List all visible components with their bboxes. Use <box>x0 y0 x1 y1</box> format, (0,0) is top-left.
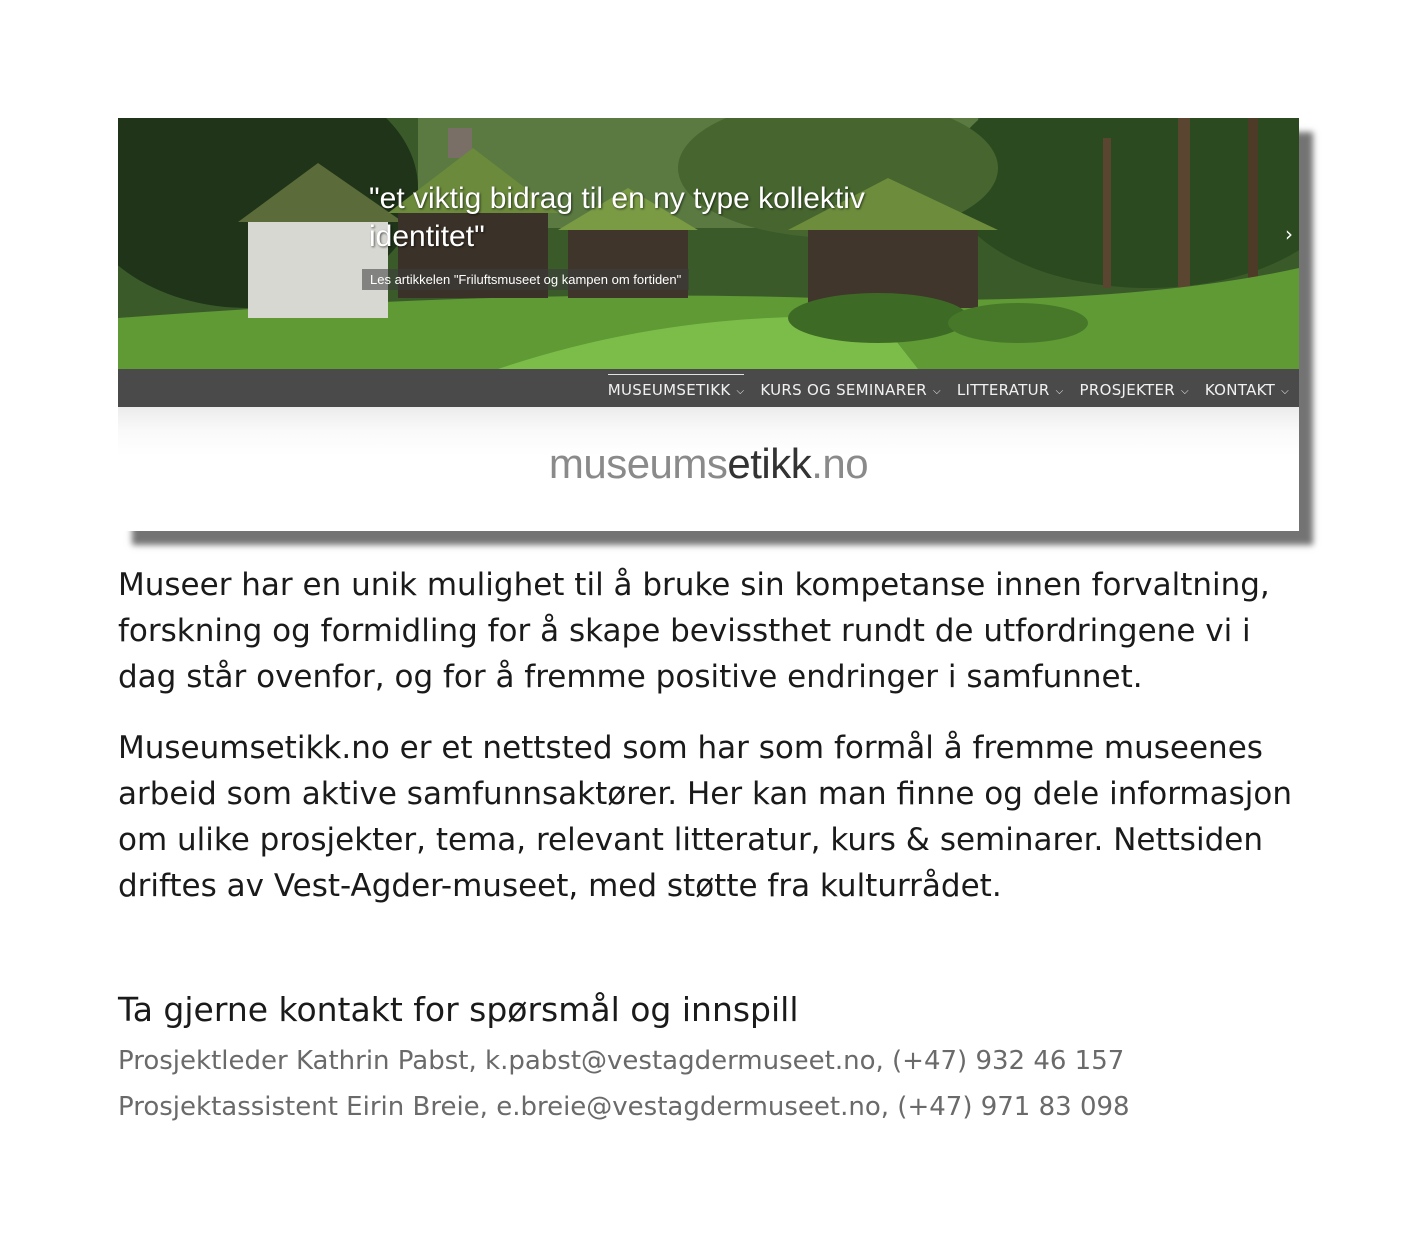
brand-strip <box>118 407 1299 531</box>
chevron-down-icon: ⌵ <box>1281 385 1289 397</box>
chevron-down-icon: ⌵ <box>1055 385 1064 397</box>
intro-paragraph-1: Museer har en unik mulighet til å bruke sin kompetanse innen forvaltning, forskning og formidling for å skape bevissthet rundt de utfordringene vi i dag står ovenfor, og for å fremme positive endringer i samfunnet. <box>118 567 1270 695</box>
chevron-down-icon: ⌵ <box>736 385 745 397</box>
nav-item-label: PROSJEKTER <box>1079 381 1175 399</box>
logo-part-etikk: etikk <box>727 440 812 487</box>
contact-heading: Ta gjerne kontakt for spørsmål og innspill <box>118 990 799 1029</box>
hero-article-link[interactable]: Les artikkelen "Friluftsmuseet og kampen om fortiden" <box>362 269 689 290</box>
slider-next-icon[interactable]: › <box>1285 222 1293 246</box>
hero-quote: "et viktig bidrag til en ny type kollektiv identitet" <box>369 182 865 253</box>
intro-paragraph-2: Museumsetikk.no er et nettsted som har som formål å fremme museenes arbeid som aktive samfunnsaktører. Her kan man finne og dele informasjon om ulike prosjekter, tema, relevant litteratur, kurs & seminarer. Nettsiden driftes av Vest-Agder-museet, med støtte fra kulturrådet. <box>118 730 1292 904</box>
nav-item-prosjekter[interactable] <box>1080 377 1189 399</box>
website-screenshot <box>118 118 1299 531</box>
nav-item-label: LITTERATUR <box>956 381 1050 399</box>
nav-item-label: KURS OG SEMINARER <box>760 381 927 399</box>
nav-item-kontakt[interactable] <box>1205 377 1289 399</box>
chevron-down-icon: ⌵ <box>1180 385 1189 397</box>
chevron-down-icon: ⌵ <box>932 385 941 397</box>
logo-part-museums: museums <box>548 440 728 487</box>
nav-menu <box>608 369 1289 407</box>
nav-item-label: KONTAKT <box>1204 381 1276 399</box>
main-navigation <box>118 369 1299 407</box>
nav-item-kurs-og-seminarer[interactable] <box>760 377 940 399</box>
nav-item-label: MUSEUMSETIKK <box>607 381 731 399</box>
site-logo[interactable] <box>118 440 1299 488</box>
contact-project-leader: Prosjektleder Kathrin Pabst, k.pabst@vestagdermuseet.no, (+47) 932 46 157 <box>118 1046 1125 1076</box>
nav-item-litteratur[interactable] <box>957 377 1064 399</box>
hero-banner <box>118 118 1299 369</box>
contact-project-assistant: Prosjektassistent Eirin Breie, e.breie@vestagdermuseet.no, (+47) 971 83 098 <box>118 1092 1130 1122</box>
logo-part-domain: .no <box>811 440 869 487</box>
nav-item-museumsetikk[interactable] <box>608 377 745 399</box>
